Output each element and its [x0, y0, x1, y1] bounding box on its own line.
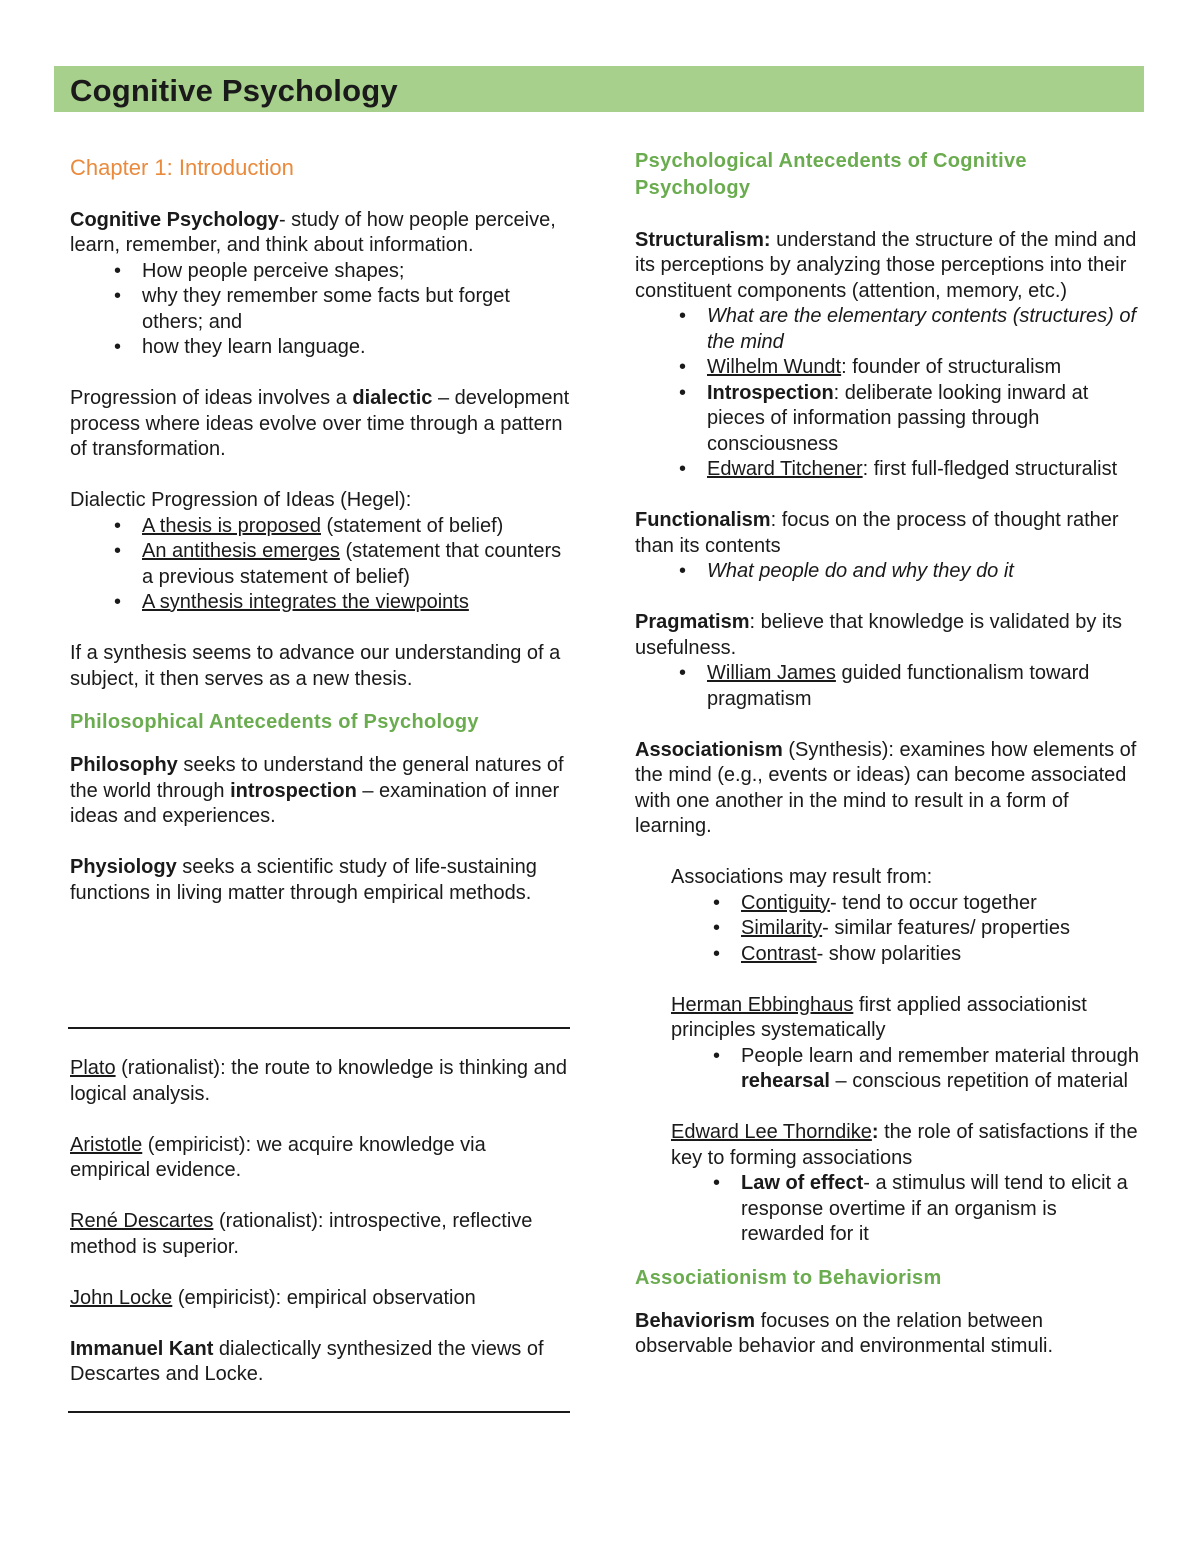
associations-section	[635, 865, 1145, 1248]
list-item: • An antithesis emerges (statement that counters a previous statement of belief)	[114, 540, 562, 588]
behaviorism-paragraph: Behaviorism focuses on the relation between observable behavior and environmental stimuli.	[635, 1309, 1054, 1357]
structuralism-list	[635, 304, 1145, 483]
title-bar	[54, 66, 1144, 112]
plato-paragraph: Plato (rationalist): the route to knowledge is thinking and logical analysis.	[70, 1057, 567, 1105]
divider	[68, 1027, 570, 1029]
associations-heading: Associations may result from:	[671, 866, 933, 888]
descartes-paragraph: René Descartes (rationalist): introspective, reflective method is superior.	[70, 1210, 533, 1258]
synthesis-note: If a synthesis seems to advance our understanding of a subject, it then serves as a new thesis.	[70, 642, 561, 690]
pragmatism-paragraph: Pragmatism: believe that knowledge is validated by its usefulness.	[635, 611, 1122, 659]
associations-list	[671, 891, 1145, 968]
list-item: • Contrast- show polarities	[713, 942, 962, 965]
cogpsych-definition: Cognitive Psychology- study of how people perceive, learn, remember, and think about information.	[70, 208, 556, 256]
page-title: Cognitive Psychology	[70, 73, 398, 108]
philosophical-heading: Philosophical Antecedents of Psychology	[70, 711, 479, 733]
thorndike-paragraph: Edward Lee Thorndike: the role of satisfactions if the key to forming associations	[671, 1121, 1138, 1169]
list-item: • Edward Titchener: first full-fledged structuralist	[679, 458, 1118, 480]
left-column	[70, 154, 570, 906]
list-item: • A synthesis integrates the viewpoints	[114, 591, 469, 613]
list-item: • William James guided functionalism toward pragmatism	[679, 662, 1090, 710]
list-item: • Similarity- similar features/ properties	[713, 917, 1070, 939]
chapter-heading: Chapter 1: Introduction	[70, 155, 294, 180]
associationism-paragraph: Associationism (Synthesis): examines how elements of the mind (e.g., events or ideas) can become associated with one another in the mind to result in a form of learning.	[635, 738, 1137, 837]
pragmatism-list	[635, 661, 1145, 712]
dialectic-heading: Dialectic Progression of Ideas (Hegel):	[70, 489, 412, 511]
aristotle-paragraph: Aristotle (empiricist): we acquire knowledge via empirical evidence.	[70, 1133, 486, 1181]
list-item: • What people do and why they do it	[679, 560, 1014, 582]
right-column	[635, 148, 1145, 1360]
list-item: • Wilhelm Wundt: founder of structuralism	[679, 356, 1062, 378]
progression-paragraph: Progression of ideas involves a dialectic – development process where ideas evolve over time through a pattern of transformation.	[70, 387, 570, 460]
list-item: • A thesis is proposed (statement of belief)	[114, 514, 504, 537]
ebbinghaus-paragraph: Herman Ebbinghaus first applied associationist principles systematically	[671, 993, 1087, 1041]
list-item: • People learn and remember material through rehearsal – conscious repetition of material	[713, 1044, 1139, 1092]
definition-list	[70, 259, 570, 361]
list-item: • How people perceive shapes;	[114, 259, 405, 282]
structuralism-paragraph: Structuralism: understand the structure of the mind and its perceptions by analyzing those perceptions into their constituent components (attention, memory, etc.)	[635, 228, 1137, 302]
functionalism-paragraph: Functionalism: focus on the process of thought rather than its contents	[635, 509, 1119, 557]
psychological-heading: Psychological Antecedents of Cognitive Psychology	[635, 150, 1027, 199]
divider	[68, 1411, 570, 1413]
physiology-paragraph: Physiology seeks a scientific study of life-sustaining functions in living matter through empirical methods.	[70, 856, 537, 904]
philosophy-paragraph: Philosophy seeks to understand the general natures of the world through introspection – examination of inner ideas and experiences.	[70, 754, 564, 827]
list-item: • Law of effect- a stimulus will tend to elicit a response overtime if an organism is rewarded for it	[713, 1172, 1128, 1245]
kant-paragraph: Immanuel Kant dialectically synthesized the views of Descartes and Locke.	[70, 1337, 544, 1385]
locke-paragraph: John Locke (empiricist): empirical observation	[70, 1286, 476, 1309]
list-item: • how they learn language.	[114, 336, 366, 358]
dialectic-list	[70, 514, 570, 616]
philosophers-section	[70, 1056, 570, 1388]
functionalism-list	[635, 559, 1145, 585]
list-item: • Introspection: deliberate looking inward at pieces of information passing through consciousness	[679, 381, 1089, 455]
list-item: • why they remember some facts but forget others; and	[114, 285, 510, 333]
ebbinghaus-list	[671, 1044, 1145, 1095]
list-item: • What are the elementary contents (structures) of the mind	[679, 305, 1137, 353]
behaviorism-heading: Associationism to Behaviorism	[635, 1266, 942, 1289]
list-item: • Contiguity- tend to occur together	[713, 891, 1037, 914]
thorndike-list	[671, 1171, 1145, 1248]
